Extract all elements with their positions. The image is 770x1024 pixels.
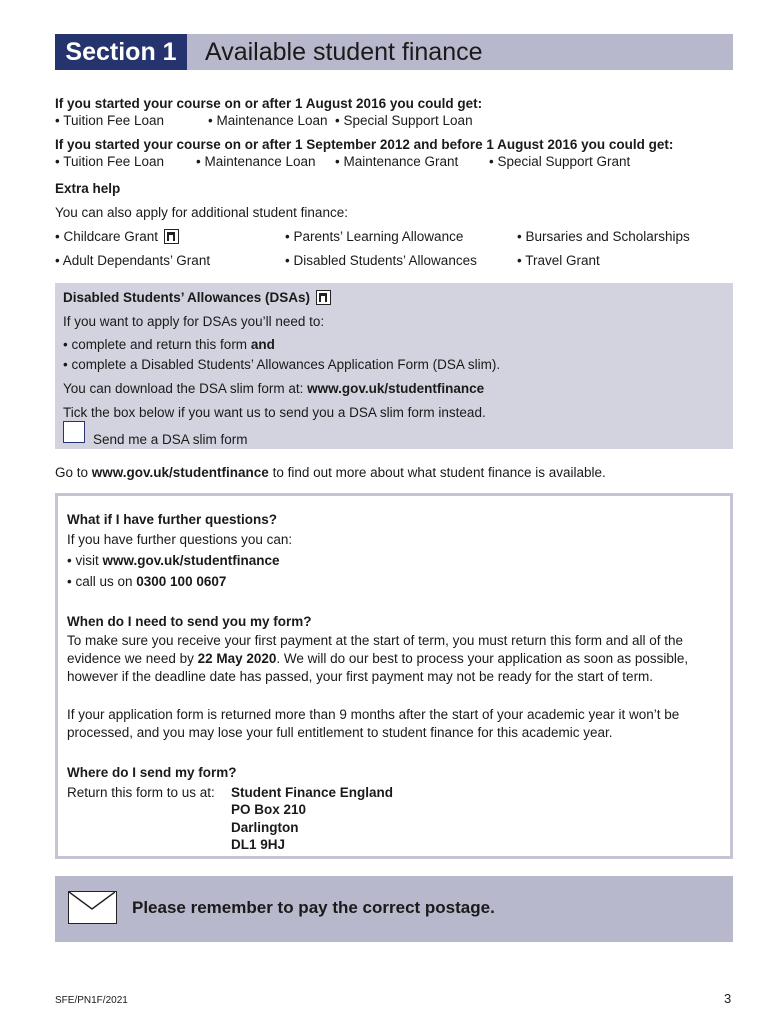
dsa-download — [63, 380, 484, 397]
section-tag: Section 1 — [55, 34, 187, 70]
eligibility-2016-list — [55, 112, 473, 129]
eligibility-2012-heading: If you started your course on or after 1 September 2012 and before 1 August 2016 you could get: — [55, 137, 674, 152]
extra-help-heading: Extra help — [55, 181, 121, 196]
extra-help-text: You can also apply for additional student finance: — [55, 205, 348, 220]
dsa-bullet-1-text: • complete and return this form — [63, 337, 251, 352]
page-title: Available student finance — [187, 34, 733, 70]
bullet-text: • visit — [67, 553, 103, 568]
return-label: Return this form to us at: — [67, 785, 215, 800]
address-line: PO Box 210 — [231, 802, 307, 817]
list-item: • Special Support Loan — [335, 113, 473, 128]
eligibility-2012-list — [55, 153, 630, 170]
list-item: • Travel Grant — [517, 253, 600, 268]
questions-text: If you have further questions you can: — [67, 532, 293, 547]
list-item: • Disabled Students’ Allowances — [285, 253, 477, 268]
questions-bullet-call — [67, 573, 226, 590]
list-item: • Parents’ Learning Allowance — [285, 229, 464, 244]
goto-text-end: to find out more about what student finance is available. — [268, 465, 606, 480]
address-line: Student Finance England — [231, 785, 394, 800]
list-item: • Maintenance Loan — [208, 113, 328, 128]
deadline-date: 22 May 2020 — [197, 651, 277, 666]
page-number: 3 — [724, 991, 732, 1006]
info-n-icon — [316, 290, 331, 305]
extra-help-row-1 — [55, 228, 175, 245]
dsa-heading — [63, 289, 331, 306]
deadline-heading: When do I need to send you my form? — [67, 614, 312, 629]
postage-text: Please remember to pay the correct postage. — [132, 898, 495, 917]
questions-bullet-visit — [67, 552, 280, 569]
envelope-icon — [68, 891, 117, 924]
list-item: • Maintenance Grant — [335, 154, 459, 169]
address-line: Darlington — [231, 820, 299, 835]
info-n-icon — [164, 229, 179, 244]
dsa-slim-checkbox-label: Send me a DSA slim form — [93, 432, 248, 447]
list-item: • Tuition Fee Loan — [55, 113, 165, 128]
questions-heading: What if I have further questions? — [67, 512, 278, 527]
address-line: DL1 9HJ — [231, 837, 286, 852]
website-link[interactable]: www.gov.uk/studentfinance — [102, 553, 280, 568]
list-item — [55, 228, 175, 245]
dsa-intro: If you want to apply for DSAs you’ll need to: — [63, 314, 325, 329]
list-item: • Bursaries and Scholarships — [517, 229, 690, 244]
dsa-slim-checkbox[interactable] — [63, 421, 85, 443]
dsa-tick-instruction: Tick the box below if you want us to send you a DSA slim form instead. — [63, 405, 486, 420]
dsa-download-text: You can download the DSA slim form at: — [63, 381, 308, 396]
goto-link[interactable]: www.gov.uk/studentfinance — [91, 465, 269, 480]
bullet-text: • call us on — [67, 574, 137, 589]
dsa-download-link[interactable]: www.gov.uk/studentfinance — [307, 381, 485, 396]
postage-reminder — [55, 876, 733, 942]
dsa-panel — [55, 283, 733, 449]
deadline-paragraph-2: If your application form is returned more than 9 months after the start of your academic year it won’t be processed, and you may lose your full entitlement to student finance for this academic year. — [67, 707, 680, 740]
list-item: • Special Support Grant — [489, 154, 631, 169]
paragraph-text: . We will do our best to process your application as soon as possible, however if the deadline date has passed, your first payment may not be ready for the start of term. — [67, 651, 689, 684]
list-item: • Tuition Fee Loan — [55, 154, 165, 169]
list-item-label: • Childcare Grant — [55, 229, 159, 244]
phone-number: 0300 100 0607 — [136, 574, 227, 589]
goto-text: Go to — [55, 465, 92, 480]
deadline-paragraph-1 — [67, 632, 717, 686]
list-item: • Maintenance Loan — [196, 154, 316, 169]
info-box — [55, 493, 733, 859]
dsa-bullet-2: • complete a Disabled Students’ Allowances Application Form (DSA slim). — [63, 357, 501, 372]
eligibility-2016-heading: If you started your course on or after 1 August 2016 you could get: — [55, 96, 483, 111]
dsa-heading-text: Disabled Students’ Allowances (DSAs) — [63, 290, 311, 305]
dsa-bullet-1 — [63, 336, 275, 353]
form-reference: SFE/PN1F/2021 — [55, 995, 128, 1006]
dsa-bullet-1-emphasis: and — [250, 337, 275, 352]
send-heading: Where do I send my form? — [67, 765, 237, 780]
list-item: • Adult Dependants’ Grant — [55, 253, 211, 268]
paragraph-text: To make sure you receive your first payment at the start of term, you must return this form and all of the evidence we need by — [67, 633, 684, 666]
goto-line — [55, 464, 606, 481]
